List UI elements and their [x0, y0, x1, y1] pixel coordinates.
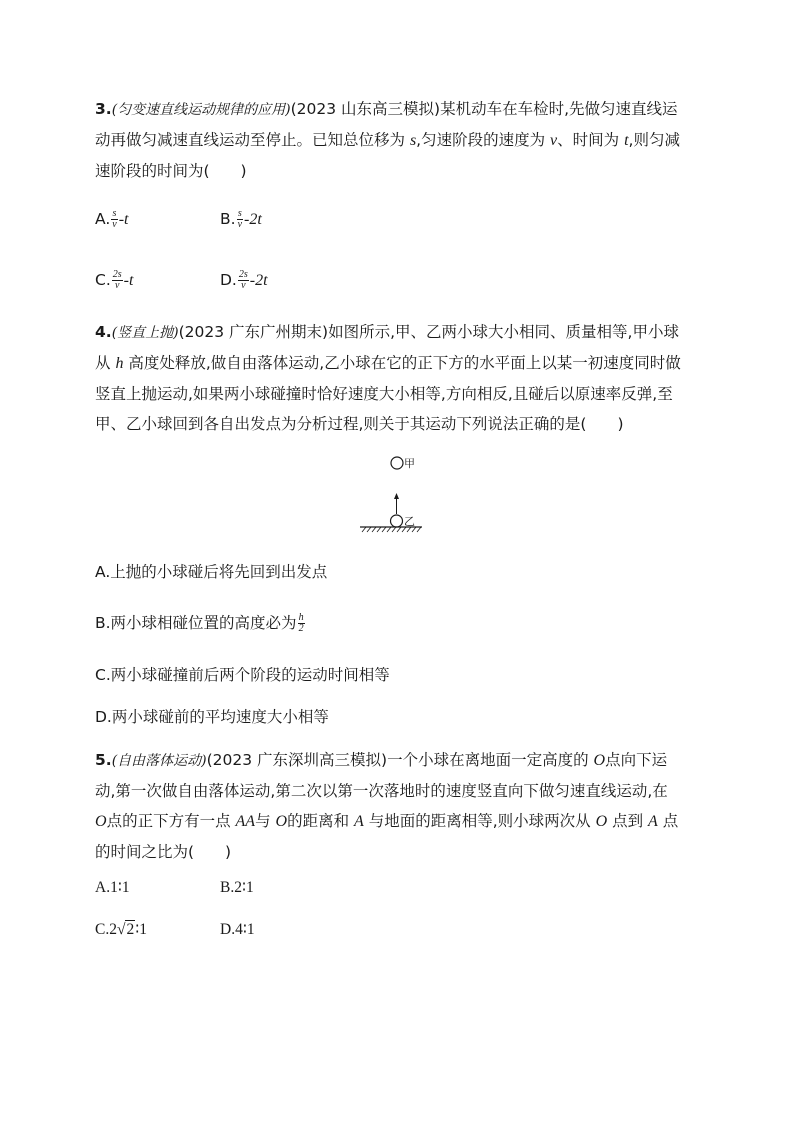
q4-option-c[interactable]: C.两小球碰撞前后两个阶段的运动时间相等: [95, 666, 390, 684]
q4-line-1: 4.(竖直上抛)(2023 广东广州期末)如图所示,甲、乙两小球大小相同、质量相等,甲小球: [95, 323, 679, 341]
q3-line-1: 3.(匀变速直线运动规律的应用)(2023 山东高三模拟)某机动车在车检时,先做匀速直线运: [95, 100, 678, 118]
q5-line-4: 的时间之比为( ): [95, 843, 232, 861]
q4-option-b[interactable]: B.两小球相碰位置的高度必为 $\frac{h}{2}$: [95, 612, 304, 634]
q5-option-b[interactable]: B.2∶1: [220, 879, 254, 896]
q5-option-c[interactable]: C.2√2∶1: [95, 921, 148, 938]
ball-diagram: [358, 452, 448, 534]
q4-source: (2023 广东广州期末): [178, 323, 329, 341]
q3-line-2: 动再做匀减速直线运动至停止。已知总位移为 s,匀速阶段的速度为 v、时间为 t,则匀减: [95, 131, 680, 149]
q4-line-2: 从 h 高度处释放,做自由落体运动,乙小球在它的正下方的水平面上以某一初速度同时做: [95, 354, 681, 372]
q5-tag: (自由落体运动): [111, 753, 207, 769]
q3-number: 3.: [95, 100, 112, 118]
q4-number: 4.: [95, 323, 112, 341]
label-jia: 甲: [404, 457, 415, 470]
label-yi: 乙: [404, 515, 415, 528]
velocity-arrow-head: [394, 493, 399, 499]
q3-option-d[interactable]: D. $\frac{2s}{v}$ -2t: [220, 269, 268, 291]
q4-line-3: 竖直上抛运动,如果两小球碰撞时恰好速度大小相等,方向相反,且碰后以原速率反弹,至: [95, 385, 673, 403]
q3-option-b[interactable]: B. $\frac{s}{v}$ -2t: [220, 208, 262, 230]
q5-line-1: 5.(自由落体运动)(2023 广东深圳高三模拟)一个小球在离地面一定高度的 O点向下运: [95, 751, 668, 769]
question-5: [95, 745, 705, 867]
q3-tag: (匀变速直线运动规律的应用): [111, 102, 291, 118]
q5-source: (2023 广东深圳高三模拟): [206, 751, 388, 769]
q5-line-3: O点的正下方有一点 AA与 O的距离和 A 与地面的距离相等,则小球两次从 O 点到 A 点: [95, 812, 679, 830]
question-3: [95, 94, 705, 186]
q4-figure: [358, 452, 448, 534]
ball-yi: [391, 515, 403, 527]
q4-option-d[interactable]: D.两小球碰前的平均速度大小相等: [95, 708, 329, 726]
q3-line-3: 速阶段的时间为( ): [95, 162, 247, 180]
q5-line-2: 动,第一次做自由落体运动,第二次以第一次落地时的速度竖直向下做匀速直线运动,在: [95, 782, 668, 800]
ball-jia: [391, 457, 403, 469]
q4-option-a[interactable]: A.上抛的小球碰后将先回到出发点: [95, 563, 328, 581]
q4-line-4: 甲、乙小球回到各自出发点为分析过程,则关于其运动下列说法正确的是( ): [95, 415, 624, 433]
q5-option-a[interactable]: A.1∶1: [95, 879, 130, 896]
q3-option-c[interactable]: C. $\frac{2s}{v}$ -t: [95, 269, 134, 291]
q3-source: (2023 山东高三模拟): [290, 100, 441, 118]
q5-option-d[interactable]: D.4∶1: [220, 921, 255, 938]
q3-option-a[interactable]: A. $\frac{s}{v}$ -t: [95, 208, 129, 230]
q5-number: 5.: [95, 751, 112, 769]
question-4: [95, 317, 705, 439]
q4-tag: (竖直上抛): [111, 325, 179, 341]
